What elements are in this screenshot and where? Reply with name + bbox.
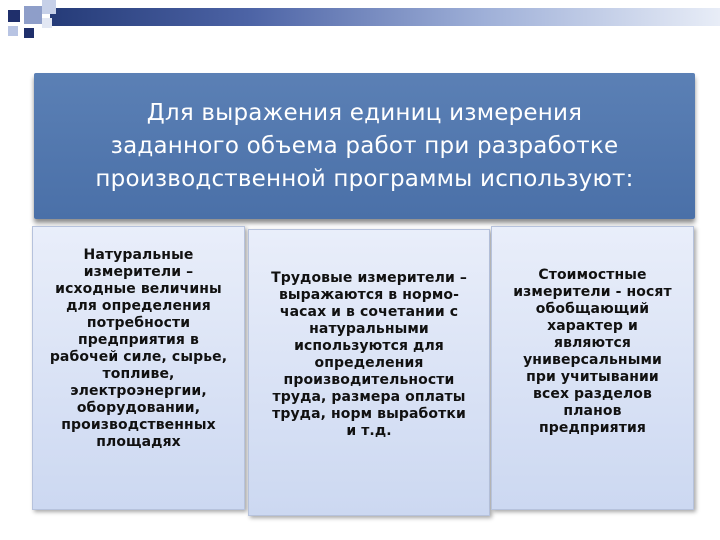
decor-square bbox=[24, 28, 34, 38]
box-cost-measures bbox=[491, 226, 694, 510]
box-labor-measures bbox=[248, 229, 490, 516]
decor-square bbox=[24, 6, 42, 24]
box-natural-measures bbox=[32, 226, 245, 510]
slide-header bbox=[34, 73, 695, 219]
decor-top-bar bbox=[50, 8, 720, 26]
box-text: Натуральные измерители – исходные величины для определения потребности предприятия в рабочей силе, сырье, топливе, электроэнергии, оборудовании, производственных площадях bbox=[49, 247, 228, 450]
decor-square bbox=[42, 18, 52, 28]
box-text: Трудовые измерители – выражаются в нормо- часах и в сочетании с натуральными используются для определения производительности труда, размера оплаты труда, норм выработки и т.д. bbox=[271, 270, 467, 439]
decor-square bbox=[8, 26, 18, 36]
box-text: Стоимостные измерители - носят обобщающий характер и являются универсальными при учитывании всех разделов планов предприятия bbox=[513, 267, 672, 436]
decor-square bbox=[8, 10, 20, 22]
decor-square bbox=[42, 0, 56, 14]
slide-title: Для выражения единиц измерения заданного объема работ при разработке производственной программы используют: bbox=[95, 99, 634, 192]
